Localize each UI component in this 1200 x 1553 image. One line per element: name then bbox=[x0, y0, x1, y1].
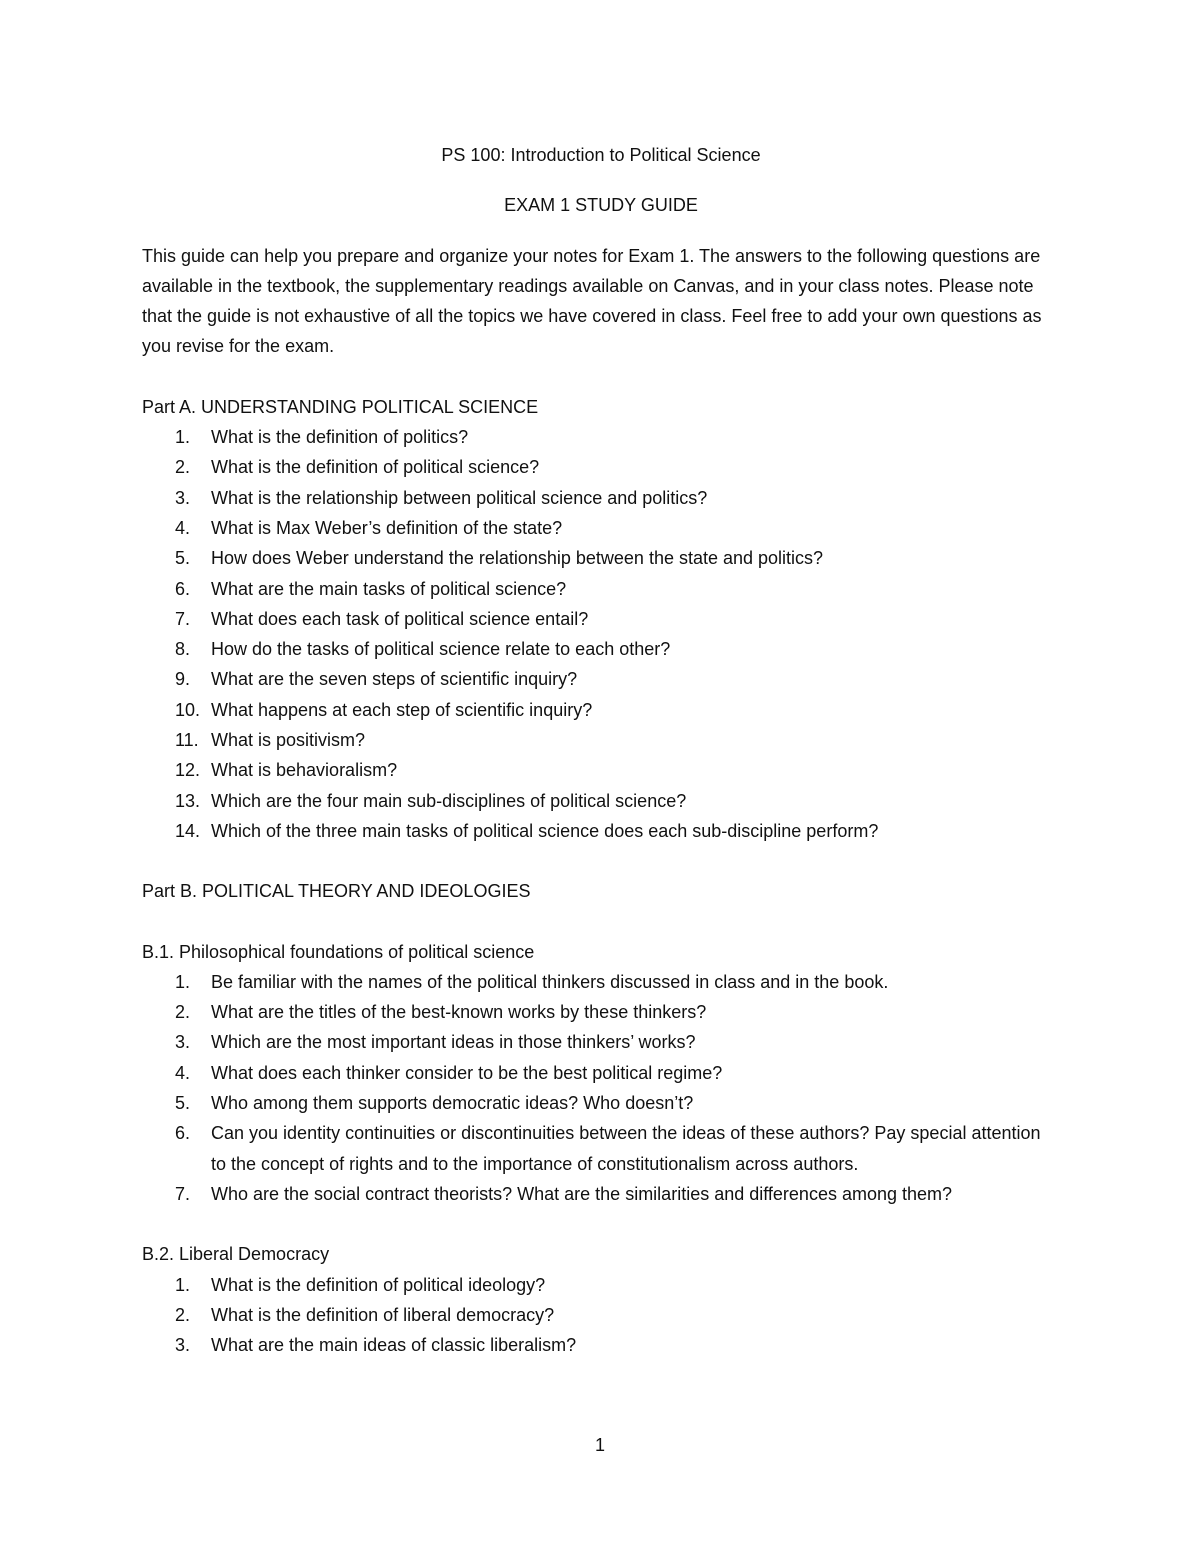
question-number: 3. bbox=[175, 487, 191, 508]
question-number: 1. bbox=[175, 971, 191, 992]
question-text: Which are the four main sub-disciplines of political science? bbox=[211, 790, 687, 811]
question-item bbox=[142, 513, 1060, 543]
question-text: What is the definition of political science? bbox=[211, 457, 540, 478]
question-item bbox=[142, 1270, 1060, 1300]
question-item bbox=[142, 816, 1060, 846]
question-text: Who are the social contract theorists? What are the similarities and differences among them? bbox=[211, 1183, 953, 1204]
question-number: 1. bbox=[175, 1274, 191, 1295]
question-text: What does each task of political science entail? bbox=[211, 608, 589, 629]
question-number: 13. bbox=[175, 790, 201, 811]
question-item bbox=[142, 695, 1060, 725]
section-b2-heading: B.2. Liberal Democracy bbox=[142, 1244, 330, 1265]
question-item bbox=[142, 725, 1060, 755]
question-item bbox=[142, 1179, 1060, 1209]
document-body bbox=[142, 140, 1060, 1360]
section-b2-question-list bbox=[142, 1270, 1060, 1361]
question-text: What does each thinker consider to be the best political regime? bbox=[211, 1062, 723, 1083]
question-text: What is positivism? bbox=[211, 730, 366, 751]
question-item bbox=[142, 1330, 1060, 1360]
question-item bbox=[142, 1088, 1060, 1118]
question-number: 11. bbox=[175, 730, 199, 751]
question-text: How does Weber understand the relationship between the state and politics? bbox=[211, 548, 824, 569]
question-item bbox=[142, 1118, 1060, 1179]
question-text: Which of the three main tasks of political science does each sub-discipline perform? bbox=[211, 820, 879, 841]
question-number: 8. bbox=[175, 639, 191, 660]
section-b1-heading: B.1. Philosophical foundations of political science bbox=[142, 941, 535, 962]
question-number: 6. bbox=[175, 578, 191, 599]
question-text: What are the main ideas of classic liberalism? bbox=[211, 1335, 577, 1356]
question-number: 10. bbox=[175, 699, 201, 720]
question-item bbox=[142, 483, 1060, 513]
question-text: What happens at each step of scientific inquiry? bbox=[211, 699, 593, 720]
question-item bbox=[142, 967, 1060, 997]
question-text: What is the relationship between political science and politics? bbox=[211, 487, 708, 508]
question-item bbox=[142, 574, 1060, 604]
question-number: 6. bbox=[175, 1123, 191, 1144]
question-number: 3. bbox=[175, 1032, 191, 1053]
question-item bbox=[142, 755, 1060, 785]
question-text: Which are the most important ideas in those thinkers’ works? bbox=[211, 1032, 696, 1053]
question-item bbox=[142, 1027, 1060, 1057]
question-item bbox=[142, 452, 1060, 482]
question-text: What is the definition of politics? bbox=[211, 427, 469, 448]
question-number: 2. bbox=[175, 457, 191, 478]
question-item bbox=[142, 664, 1060, 694]
question-item bbox=[142, 1058, 1060, 1088]
document-title: PS 100: Introduction to Political Science bbox=[441, 145, 761, 165]
part-b-heading: Part B. POLITICAL THEORY AND IDEOLOGIES bbox=[142, 881, 531, 902]
question-item bbox=[142, 604, 1060, 634]
question-text: Can you identity continuities or discontinuities between the ideas of these authors? Pay special attention to the concept of rights and to the importance of constitutionalism across authors. bbox=[211, 1123, 1041, 1174]
question-text: How do the tasks of political science relate to each other? bbox=[211, 639, 671, 660]
section-b1-question-list bbox=[142, 967, 1060, 1209]
question-item bbox=[142, 997, 1060, 1027]
question-number: 4. bbox=[175, 1062, 191, 1083]
question-text: What are the main tasks of political science? bbox=[211, 578, 567, 599]
question-number: 5. bbox=[175, 548, 191, 569]
question-number: 3. bbox=[175, 1335, 191, 1356]
question-text: What is behavioralism? bbox=[211, 760, 398, 781]
question-item bbox=[142, 634, 1060, 664]
part-a-question-list bbox=[142, 422, 1060, 846]
question-number: 4. bbox=[175, 517, 191, 538]
question-number: 7. bbox=[175, 608, 191, 629]
intro-paragraph: This guide can help you prepare and organize your notes for Exam 1. The answers to the following questions are available in the textbook, the supplementary readings available on Canvas, and in your class notes. Please note that the guide is not exhaustive of all the topics we have covered in class. Feel free to add your own questions as you revise for the exam. bbox=[142, 245, 1042, 357]
page-number: 1 bbox=[594, 1435, 605, 1455]
question-item bbox=[142, 1300, 1060, 1330]
question-number: 9. bbox=[175, 669, 191, 690]
question-text: What are the seven steps of scientific inquiry? bbox=[211, 669, 578, 690]
question-text: What are the titles of the best-known works by these thinkers? bbox=[211, 1002, 707, 1023]
question-item bbox=[142, 786, 1060, 816]
question-number: 2. bbox=[175, 1304, 191, 1325]
question-text: Who among them supports democratic ideas? Who doesn’t? bbox=[211, 1093, 694, 1114]
question-text: What is the definition of liberal democracy? bbox=[211, 1304, 555, 1325]
question-item bbox=[142, 422, 1060, 452]
question-number: 14. bbox=[175, 820, 201, 841]
question-number: 1. bbox=[175, 427, 191, 448]
question-text: Be familiar with the names of the political thinkers discussed in class and in the book. bbox=[211, 971, 889, 992]
question-text: What is Max Weber’s definition of the state? bbox=[211, 517, 563, 538]
question-number: 7. bbox=[175, 1183, 191, 1204]
question-item bbox=[142, 543, 1060, 573]
question-text: What is the definition of political ideology? bbox=[211, 1274, 546, 1295]
question-number: 2. bbox=[175, 1002, 191, 1023]
document-subtitle: EXAM 1 STUDY GUIDE bbox=[504, 195, 698, 216]
question-number: 5. bbox=[175, 1093, 191, 1114]
part-a-heading: Part A. UNDERSTANDING POLITICAL SCIENCE bbox=[142, 396, 539, 417]
question-number: 12. bbox=[175, 760, 201, 781]
